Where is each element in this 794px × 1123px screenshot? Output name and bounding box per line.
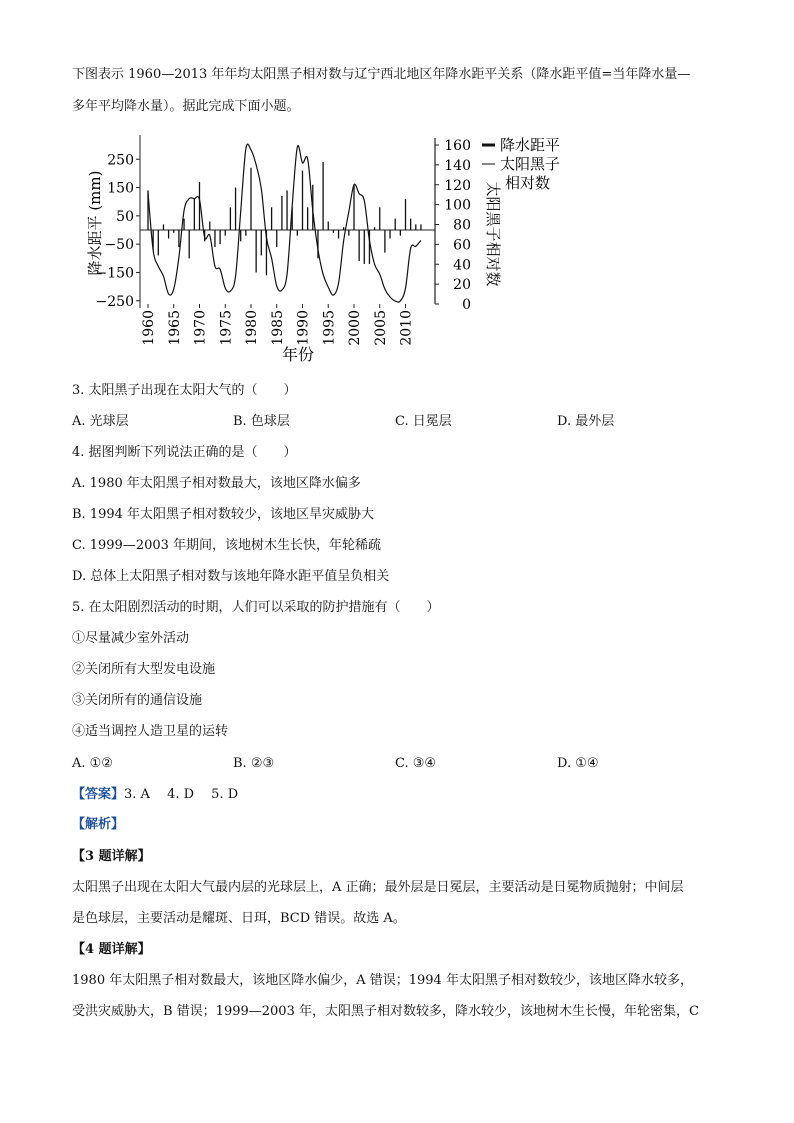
intro-line-1: 下图表示 1960—2013 年年均太阳黑子相对数与辽宁西北地区年降水距平关系（降水距平值=当年降水量— (72, 67, 691, 82)
right-axis-label: 太阳黑子相对数 (484, 181, 502, 287)
q4-option-d: D. 总体上太阳黑子相对数与该地年降水距平值呈负相关 (72, 569, 390, 584)
x-tick-label: 1995 (321, 310, 338, 346)
left-tick-label: −250 (95, 293, 134, 310)
analysis-label: 【解析】 (72, 817, 125, 832)
right-axis-ticks (435, 138, 471, 313)
sunspot-precipitation-chart (80, 130, 600, 370)
right-tick-label: 0 (462, 297, 471, 313)
q5-item-4: ④适当调控人造卫星的运转 (72, 724, 229, 739)
q5-item-2: ②关闭所有大型发电设施 (72, 662, 216, 677)
x-tick-label: 2000 (347, 310, 363, 346)
right-tick-label: 60 (453, 237, 471, 254)
detail4-line-2: 受洪灾威胁大，B 错误；1999—2003 年，太阳黑子相对数较多，降水较少，该地树木生长慢，年轮密集，C (72, 1004, 699, 1019)
left-tick-label: 50 (116, 208, 134, 225)
x-tick-label: 2010 (398, 310, 415, 346)
x-axis-label: 年份 (281, 345, 315, 364)
legend-line-label-1: 太阳黑子 (500, 155, 561, 173)
intro-line-2: 多年平均降水量）。据此完成下面小题。 (72, 99, 300, 114)
x-tick-label: 1985 (269, 310, 286, 346)
x-tick-label: 1960 (141, 310, 157, 346)
q4-stem: 4. 据图判断下列说法正确的是（ ） (72, 445, 297, 460)
legend-line-label-2: 相对数 (505, 174, 551, 192)
x-tick-label: 1975 (218, 310, 235, 346)
right-tick-label: 160 (444, 138, 471, 154)
q5-stem: 5. 在太阳剧烈活动的时期，人们可以采取的防护措施有（ ） (72, 600, 440, 615)
answer-line (72, 786, 238, 804)
q5-item-1: ①尽量减少室外活动 (72, 631, 190, 646)
x-tick-label: 2005 (372, 310, 389, 346)
answer-text: 3. A 4. D 5. D (124, 787, 239, 802)
q4-option-c: C. 1999—2003 年期间，该地树木生长快，年轮稀疏 (72, 538, 382, 553)
detail3-line-2: 是色球层，主要活动是耀斑、日珥，BCD 错误。故选 A。 (72, 911, 406, 926)
analysis-line (72, 816, 124, 834)
left-tick-label: 250 (107, 152, 134, 169)
right-tick-label: 140 (444, 157, 471, 174)
right-tick-label: 120 (444, 177, 471, 194)
left-tick-label: −150 (95, 265, 134, 282)
detail4-heading: 【4 题详解】 (72, 942, 151, 957)
x-tick-label: 1965 (166, 310, 183, 346)
q5-option-a: A. ①② (72, 756, 113, 771)
q3-option-a: A. 光球层 (72, 414, 129, 429)
legend-bar-label: 降水距平 (500, 136, 561, 154)
q3-option-d: D. 最外层 (557, 414, 615, 429)
x-tick-label: 1980 (244, 310, 260, 346)
q3-stem: 3. 太阳黑子出现在太阳大气的（ ） (72, 383, 297, 398)
detail3-heading: 【3 题详解】 (72, 849, 151, 864)
q5-item-3: ③关闭所有的通信设施 (72, 693, 203, 708)
x-tick-label: 1970 (192, 310, 209, 346)
x-tick-label: 1990 (295, 310, 312, 346)
precipitation-bars (148, 162, 421, 275)
x-axis-ticks (141, 304, 415, 346)
q3-option-c: C. 日冕层 (395, 414, 452, 429)
right-tick-label: 40 (453, 257, 471, 274)
right-tick-label: 100 (444, 197, 471, 214)
right-tick-label: 80 (453, 217, 471, 234)
q4-option-b: B. 1994 年太阳黑子相对数较少，该地区旱灾威胁大 (72, 507, 375, 522)
answer-label: 【答案】 (72, 787, 125, 802)
q5-option-b: B. ②③ (233, 756, 275, 771)
q5-option-c: C. ③④ (395, 756, 437, 771)
right-tick-label: 20 (453, 277, 471, 294)
detail4-line-1: 1980 年太阳黑子相对数最大，该地区降水偏少，A 错误；1994 年太阳黑子相对数较少，该地区降水较多， (72, 973, 693, 988)
left-axis-label: 降水距平 (mm) (86, 170, 104, 276)
q4-option-a: A. 1980 年太阳黑子相对数最大，该地区降水偏多 (72, 476, 361, 491)
left-tick-label: 150 (107, 180, 134, 197)
left-tick-label: −50 (104, 237, 134, 254)
q5-option-d: D. ①④ (557, 756, 599, 771)
q3-option-b: B. 色球层 (233, 414, 290, 429)
detail3-line-1: 太阳黑子出现在太阳大气最内层的光球层上，A 正确；最外层是日冕层，主要活动是日冕物质抛射；中间层 (72, 880, 684, 895)
